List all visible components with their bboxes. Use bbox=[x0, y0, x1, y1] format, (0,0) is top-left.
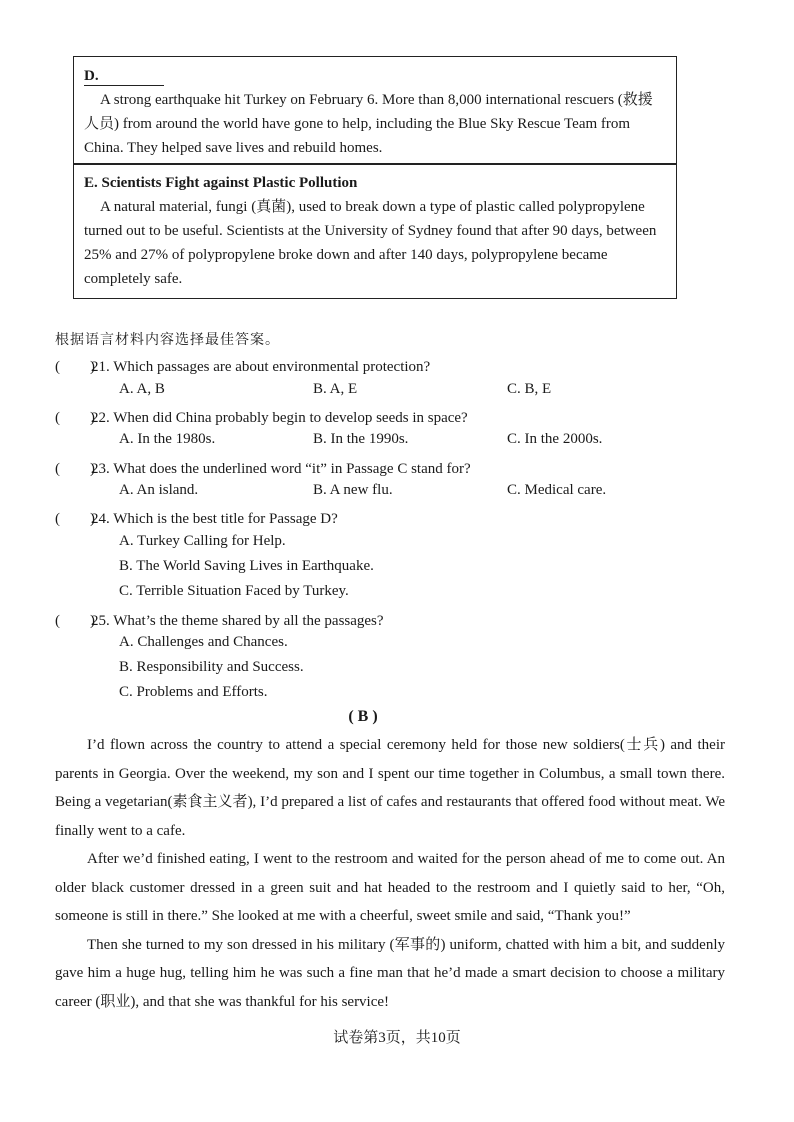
option-a: A. Challenges and Chances. bbox=[119, 634, 288, 650]
page-footer: 试卷第3页，共10页 bbox=[333, 1030, 461, 1046]
passage-b bbox=[55, 731, 725, 1016]
option-b: B. A new flu. bbox=[313, 482, 393, 498]
passage-d-box bbox=[73, 56, 677, 165]
passage-paragraph: After we’d finished eating, I went to the restroom and waited for the person ahead of me to come out. An older black customer dressed in a green suit and hat headed to the restroom and I quietly said to her, “Oh, someone is still in there.” She looked at me with a cheerful, sweet smile and said, “Thank you!” bbox=[55, 851, 725, 924]
option-c: C. Terrible Situation Faced by Turkey. bbox=[119, 583, 349, 599]
answer-blank[interactable]: ( ) bbox=[55, 359, 95, 375]
question-stem: 22. When did China probably begin to develop seeds in space? bbox=[91, 410, 468, 426]
option-c: C. In the 2000s. bbox=[507, 431, 603, 447]
option-c: C. Problems and Efforts. bbox=[119, 684, 268, 700]
instruction: 根据语言材料内容选择最佳答案。 bbox=[55, 332, 280, 348]
passage-paragraph: Then she turned to my son dressed in his military (军事的) uniform, chatted with him a bit, and suddenly gave him a huge hug, telling him he was such a fine man that he’d made a smart decision to choose a military career (职业), and that she was thankful for his service! bbox=[55, 936, 725, 1010]
option-a: A. A, B bbox=[119, 381, 165, 397]
option-a: A. Turkey Calling for Help. bbox=[119, 533, 286, 549]
passage-d-text: A strong earthquake hit Turkey on February 6. More than 8,000 international rescuers (救援人员) from around the world have gone to help, including the Blue Sky Rescue Team from China. They helped save lives and rebuild homes. bbox=[84, 92, 653, 156]
option-c: C. Medical care. bbox=[507, 482, 607, 498]
question-stem: 24. Which is the best title for Passage D? bbox=[91, 511, 338, 527]
question-21 bbox=[55, 355, 430, 376]
answer-blank[interactable]: ( ) bbox=[55, 461, 95, 477]
answer-blank[interactable]: ( ) bbox=[55, 410, 95, 426]
question-25 bbox=[55, 609, 384, 630]
passage-e-box bbox=[73, 163, 677, 299]
option-a: A. An island. bbox=[119, 482, 199, 498]
answer-blank[interactable]: ( ) bbox=[55, 511, 95, 527]
question-24 bbox=[55, 507, 338, 528]
section-heading: ( B ) bbox=[348, 708, 378, 725]
answer-blank[interactable]: ( ) bbox=[55, 613, 95, 629]
question-stem: 23. What does the underlined word “it” in Passage C stand for? bbox=[91, 461, 471, 477]
option-c: C. B, E bbox=[507, 381, 552, 397]
option-b: B. In the 1990s. bbox=[313, 431, 409, 447]
passage-paragraph: I’d flown across the country to attend a special ceremony held for those new soldiers(士兵) and their parents in Georgia. Over the weekend, my son and I spent our time together in Columbus, a small town there. Being a vegetarian(素食主义者), I’d prepared a list of cafes and restaurants that offered food without meat. We finally went to a cafe. bbox=[55, 737, 725, 839]
question-stem: 25. What’s the theme shared by all the passages? bbox=[91, 613, 384, 629]
question-stem: 21. Which passages are about environmental protection? bbox=[91, 359, 431, 375]
question-23 bbox=[55, 457, 471, 478]
option-b: B. Responsibility and Success. bbox=[119, 659, 304, 675]
passage-e-heading: E. Scientists Fight against Plastic Pollution bbox=[84, 175, 358, 191]
passage-e-text: A natural material, fungi (真菌), used to break down a type of plastic called polypropylene turned out to be useful. Scientists at the University of Sydney found that after 90 days, between 25% and 27% of polypropylene broke down and after 140 days, polypropylene became completely safe. bbox=[84, 199, 657, 287]
question-22 bbox=[55, 406, 468, 427]
passage-d-heading: D. bbox=[84, 64, 666, 88]
option-b: B. A, E bbox=[313, 381, 358, 397]
option-a: A. In the 1980s. bbox=[119, 431, 216, 447]
option-b: B. The World Saving Lives in Earthquake. bbox=[119, 558, 374, 574]
